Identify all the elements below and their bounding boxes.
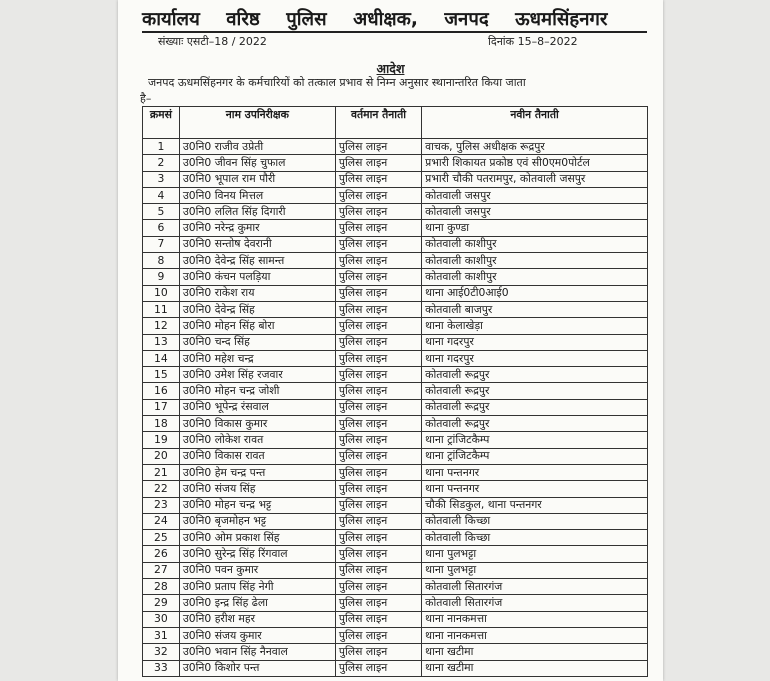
cell-current-posting: पुलिस लाइन xyxy=(335,171,421,187)
cell-current-posting: पुलिस लाइन xyxy=(335,546,421,562)
cell-current-posting: पुलिस लाइन xyxy=(335,611,421,627)
cell-serial: 8 xyxy=(143,253,180,269)
cell-new-posting: कोतवाली जसपुर xyxy=(422,187,648,203)
cell-current-posting: पुलिस लाइन xyxy=(335,481,421,497)
letter-date: दिनांक 15–8–2022 xyxy=(488,35,578,48)
cell-serial: 22 xyxy=(143,481,180,497)
cell-new-posting: कोतवाली रूद्रपुर xyxy=(422,399,648,415)
cell-new-posting: थाना कुण्डा xyxy=(422,220,648,236)
cell-serial: 3 xyxy=(143,171,180,187)
cell-current-posting: पुलिस लाइन xyxy=(335,155,421,171)
office-title-word: ऊधमसिंहनगर xyxy=(515,9,608,30)
cell-serial: 19 xyxy=(143,432,180,448)
cell-new-posting: कोतवाली काशीपुर xyxy=(422,253,648,269)
order-intro: जनपद ऊधमसिंहनगर के कर्मचारियों को तत्काल प्रभाव से निम्न अनुसार स्थानान्तरित किया जाता xyxy=(148,76,526,89)
cell-new-posting: थाना पन्तनगर xyxy=(422,481,648,497)
cell-new-posting: कोतवाली जसपुर xyxy=(422,204,648,220)
cell-name: उ0नि0 भूपाल राम पौरी xyxy=(179,171,335,187)
cell-new-posting: थाना केलाखेड़ा xyxy=(422,318,648,334)
office-title-word: पुलिस xyxy=(286,9,327,30)
cell-current-posting: पुलिस लाइन xyxy=(335,644,421,660)
cell-serial: 31 xyxy=(143,627,180,643)
cell-name: उ0नि0 जीवन सिंह चुफाल xyxy=(179,155,335,171)
cell-new-posting: प्रभारी शिकायत प्रकोष्ठ एवं सी0एम0पोर्टल xyxy=(422,155,648,171)
cell-name: उ0नि0 मोहन सिंह बोरा xyxy=(179,318,335,334)
table-row xyxy=(143,416,648,432)
header-divider xyxy=(142,31,647,33)
table-row xyxy=(143,367,648,383)
cell-name: उ0नि0 मोहन चन्द्र भट्ट xyxy=(179,497,335,513)
cell-current-posting: पुलिस लाइन xyxy=(335,318,421,334)
cell-new-posting: थाना गदरपुर xyxy=(422,350,648,366)
table-row xyxy=(143,562,648,578)
cell-name: उ0नि0 संजय कुमार xyxy=(179,627,335,643)
cell-serial: 6 xyxy=(143,220,180,236)
cell-serial: 26 xyxy=(143,546,180,562)
table-row xyxy=(143,155,648,171)
cell-name: उ0नि0 भूपेन्द्र रंसवाल xyxy=(179,399,335,415)
table-row xyxy=(143,285,648,301)
table-row xyxy=(143,530,648,546)
cell-name: उ0नि0 महेश चन्द्र xyxy=(179,350,335,366)
table-row xyxy=(143,481,648,497)
cell-serial: 10 xyxy=(143,285,180,301)
cell-serial: 21 xyxy=(143,464,180,480)
table-row xyxy=(143,546,648,562)
cell-name: उ0नि0 विनय मित्तल xyxy=(179,187,335,203)
cell-name: उ0नि0 पवन कुमार xyxy=(179,562,335,578)
cell-name: उ0नि0 इन्द्र सिंह ढेला xyxy=(179,595,335,611)
cell-serial: 25 xyxy=(143,530,180,546)
cell-name: उ0नि0 राकेश राय xyxy=(179,285,335,301)
cell-current-posting: पुलिस लाइन xyxy=(335,236,421,252)
table-row xyxy=(143,171,648,187)
table-row xyxy=(143,448,648,464)
cell-new-posting: थाना खटीमा xyxy=(422,660,648,676)
cell-serial: 30 xyxy=(143,611,180,627)
cell-current-posting: पुलिस लाइन xyxy=(335,399,421,415)
header-new-posting: नवीन तैनाती xyxy=(422,107,648,139)
cell-new-posting: थाना पुलभट्टा xyxy=(422,562,648,578)
table-row xyxy=(143,187,648,203)
header-name: नाम उपनिरीक्षक xyxy=(179,107,335,139)
cell-new-posting: कोतवाली काशीपुर xyxy=(422,269,648,285)
cell-name: उ0नि0 देवेन्द्र सिंह xyxy=(179,301,335,317)
cell-new-posting: थाना ट्रांजिटकैम्प xyxy=(422,432,648,448)
cell-new-posting: कोतवाली रूद्रपुर xyxy=(422,367,648,383)
cell-current-posting: पुलिस लाइन xyxy=(335,350,421,366)
cell-name: उ0नि0 राजीव उप्रेती xyxy=(179,139,335,155)
table-row xyxy=(143,513,648,529)
cell-name: उ0नि0 उमेश सिंह रजवार xyxy=(179,367,335,383)
cell-serial: 29 xyxy=(143,595,180,611)
table-row xyxy=(143,139,648,155)
cell-serial: 7 xyxy=(143,236,180,252)
table-row xyxy=(143,236,648,252)
cell-current-posting: पुलिस लाइन xyxy=(335,497,421,513)
cell-current-posting: पुलिस लाइन xyxy=(335,432,421,448)
cell-serial: 27 xyxy=(143,562,180,578)
office-title-word: कार्यालय xyxy=(142,9,200,30)
cell-name: उ0नि0 ओम प्रकाश सिंह xyxy=(179,530,335,546)
cell-new-posting: कोतवाली बाजपुर xyxy=(422,301,648,317)
table-row xyxy=(143,253,648,269)
cell-new-posting: प्रभारी चौकी पतरामपुर, कोतवाली जसपुर xyxy=(422,171,648,187)
order-intro-continuation: है– xyxy=(140,92,152,105)
cell-serial: 33 xyxy=(143,660,180,676)
cell-name: उ0नि0 हरीश महर xyxy=(179,611,335,627)
cell-new-posting: कोतवाली काशीपुर xyxy=(422,236,648,252)
header-serial: क्रमसं xyxy=(143,107,180,139)
table-row xyxy=(143,595,648,611)
cell-name: उ0नि0 चन्द सिंह xyxy=(179,334,335,350)
cell-serial: 28 xyxy=(143,579,180,595)
cell-name: उ0नि0 लोकेश रावत xyxy=(179,432,335,448)
table-row xyxy=(143,660,648,676)
cell-current-posting: पुलिस लाइन xyxy=(335,595,421,611)
table-row xyxy=(143,497,648,513)
cell-name: उ0नि0 प्रताप सिंह नेगी xyxy=(179,579,335,595)
table-row xyxy=(143,399,648,415)
cell-current-posting: पुलिस लाइन xyxy=(335,139,421,155)
cell-current-posting: पुलिस लाइन xyxy=(335,367,421,383)
cell-new-posting: थाना पुलभट्टा xyxy=(422,546,648,562)
cell-name: उ0नि0 विकास कुमार xyxy=(179,416,335,432)
cell-current-posting: पुलिस लाइन xyxy=(335,220,421,236)
table-header-row xyxy=(143,107,648,139)
cell-current-posting: पुलिस लाइन xyxy=(335,285,421,301)
cell-serial: 16 xyxy=(143,383,180,399)
cell-name: उ0नि0 कंचन पलड़िया xyxy=(179,269,335,285)
cell-current-posting: पुलिस लाइन xyxy=(335,448,421,464)
cell-current-posting: पुलिस लाइन xyxy=(335,513,421,529)
cell-current-posting: पुलिस लाइन xyxy=(335,579,421,595)
office-title-word: जनपद xyxy=(444,9,489,30)
cell-current-posting: पुलिस लाइन xyxy=(335,627,421,643)
cell-serial: 17 xyxy=(143,399,180,415)
cell-current-posting: पुलिस लाइन xyxy=(335,204,421,220)
document-page xyxy=(118,0,663,681)
cell-new-posting: कोतवाली सितारगंज xyxy=(422,595,648,611)
cell-name: उ0नि0 ललित सिंह दिगारी xyxy=(179,204,335,220)
order-title: आदेश xyxy=(376,61,405,76)
table-row xyxy=(143,644,648,660)
cell-name: उ0नि0 देवेन्द्र सिंह सामन्त xyxy=(179,253,335,269)
cell-current-posting: पुलिस लाइन xyxy=(335,187,421,203)
cell-new-posting: कोतवाली रूद्रपुर xyxy=(422,416,648,432)
cell-current-posting: पुलिस लाइन xyxy=(335,383,421,399)
cell-new-posting: थाना नानकमत्ता xyxy=(422,627,648,643)
cell-new-posting: थाना आई0टी0आई0 xyxy=(422,285,648,301)
cell-current-posting: पुलिस लाइन xyxy=(335,253,421,269)
cell-new-posting: कोतवाली सितारगंज xyxy=(422,579,648,595)
cell-current-posting: पुलिस लाइन xyxy=(335,416,421,432)
cell-name: उ0नि0 नरेन्द्र कुमार xyxy=(179,220,335,236)
cell-serial: 5 xyxy=(143,204,180,220)
table-row xyxy=(143,432,648,448)
letter-number: संख्याः एसटी–18 / 2022 xyxy=(158,35,267,48)
cell-new-posting: थाना गदरपुर xyxy=(422,334,648,350)
cell-new-posting: कोतवाली किच्छा xyxy=(422,530,648,546)
cell-new-posting: थाना पन्तनगर xyxy=(422,464,648,480)
cell-new-posting: थाना खटीमा xyxy=(422,644,648,660)
cell-serial: 14 xyxy=(143,350,180,366)
cell-new-posting: थाना ट्रांजिटकैम्प xyxy=(422,448,648,464)
cell-new-posting: चौकी सिडकुल, थाना पन्तनगर xyxy=(422,497,648,513)
office-title-word: वरिष्ठ xyxy=(226,9,260,30)
cell-serial: 13 xyxy=(143,334,180,350)
table-row xyxy=(143,269,648,285)
cell-serial: 23 xyxy=(143,497,180,513)
table-row xyxy=(143,579,648,595)
table-row xyxy=(143,334,648,350)
cell-current-posting: पुलिस लाइन xyxy=(335,660,421,676)
office-title-word: अधीक्षक, xyxy=(353,9,418,30)
cell-serial: 20 xyxy=(143,448,180,464)
cell-name: उ0नि0 मोहन चन्द्र जोशी xyxy=(179,383,335,399)
table-row xyxy=(143,611,648,627)
table-row xyxy=(143,464,648,480)
cell-new-posting: कोतवाली किच्छा xyxy=(422,513,648,529)
cell-serial: 18 xyxy=(143,416,180,432)
cell-current-posting: पुलिस लाइन xyxy=(335,464,421,480)
cell-current-posting: पुलिस लाइन xyxy=(335,301,421,317)
table-body xyxy=(143,139,648,677)
transfer-table xyxy=(142,106,648,677)
cell-name: उ0नि0 बृजमोहन भट्ट xyxy=(179,513,335,529)
cell-serial: 11 xyxy=(143,301,180,317)
cell-serial: 24 xyxy=(143,513,180,529)
cell-serial: 15 xyxy=(143,367,180,383)
cell-serial: 2 xyxy=(143,155,180,171)
cell-serial: 12 xyxy=(143,318,180,334)
table-row xyxy=(143,204,648,220)
table-row xyxy=(143,627,648,643)
header-current-posting: वर्तमान तैनाती xyxy=(335,107,421,139)
cell-name: उ0नि0 सन्तोष देवरानी xyxy=(179,236,335,252)
cell-name: उ0नि0 हेम चन्द्र पन्त xyxy=(179,464,335,480)
cell-new-posting: कोतवाली रूद्रपुर xyxy=(422,383,648,399)
table-row xyxy=(143,318,648,334)
cell-current-posting: पुलिस लाइन xyxy=(335,530,421,546)
cell-serial: 32 xyxy=(143,644,180,660)
cell-current-posting: पुलिस लाइन xyxy=(335,562,421,578)
table-row xyxy=(143,301,648,317)
table-row xyxy=(143,383,648,399)
office-title xyxy=(142,6,647,31)
cell-name: उ0नि0 भवान सिंह नैनवाल xyxy=(179,644,335,660)
cell-new-posting: थाना नानकमत्ता xyxy=(422,611,648,627)
cell-serial: 1 xyxy=(143,139,180,155)
cell-name: उ0नि0 विकास रावत xyxy=(179,448,335,464)
cell-name: उ0नि0 संजय सिंह xyxy=(179,481,335,497)
cell-name: उ0नि0 सुरेन्द्र सिंह रिंगवाल xyxy=(179,546,335,562)
cell-serial: 9 xyxy=(143,269,180,285)
cell-serial: 4 xyxy=(143,187,180,203)
cell-current-posting: पुलिस लाइन xyxy=(335,334,421,350)
table-row xyxy=(143,350,648,366)
cell-current-posting: पुलिस लाइन xyxy=(335,269,421,285)
table-row xyxy=(143,220,648,236)
cell-name: उ0नि0 किशोर पन्त xyxy=(179,660,335,676)
cell-new-posting: वाचक, पुलिस अधीक्षक रूद्रपुर xyxy=(422,139,648,155)
